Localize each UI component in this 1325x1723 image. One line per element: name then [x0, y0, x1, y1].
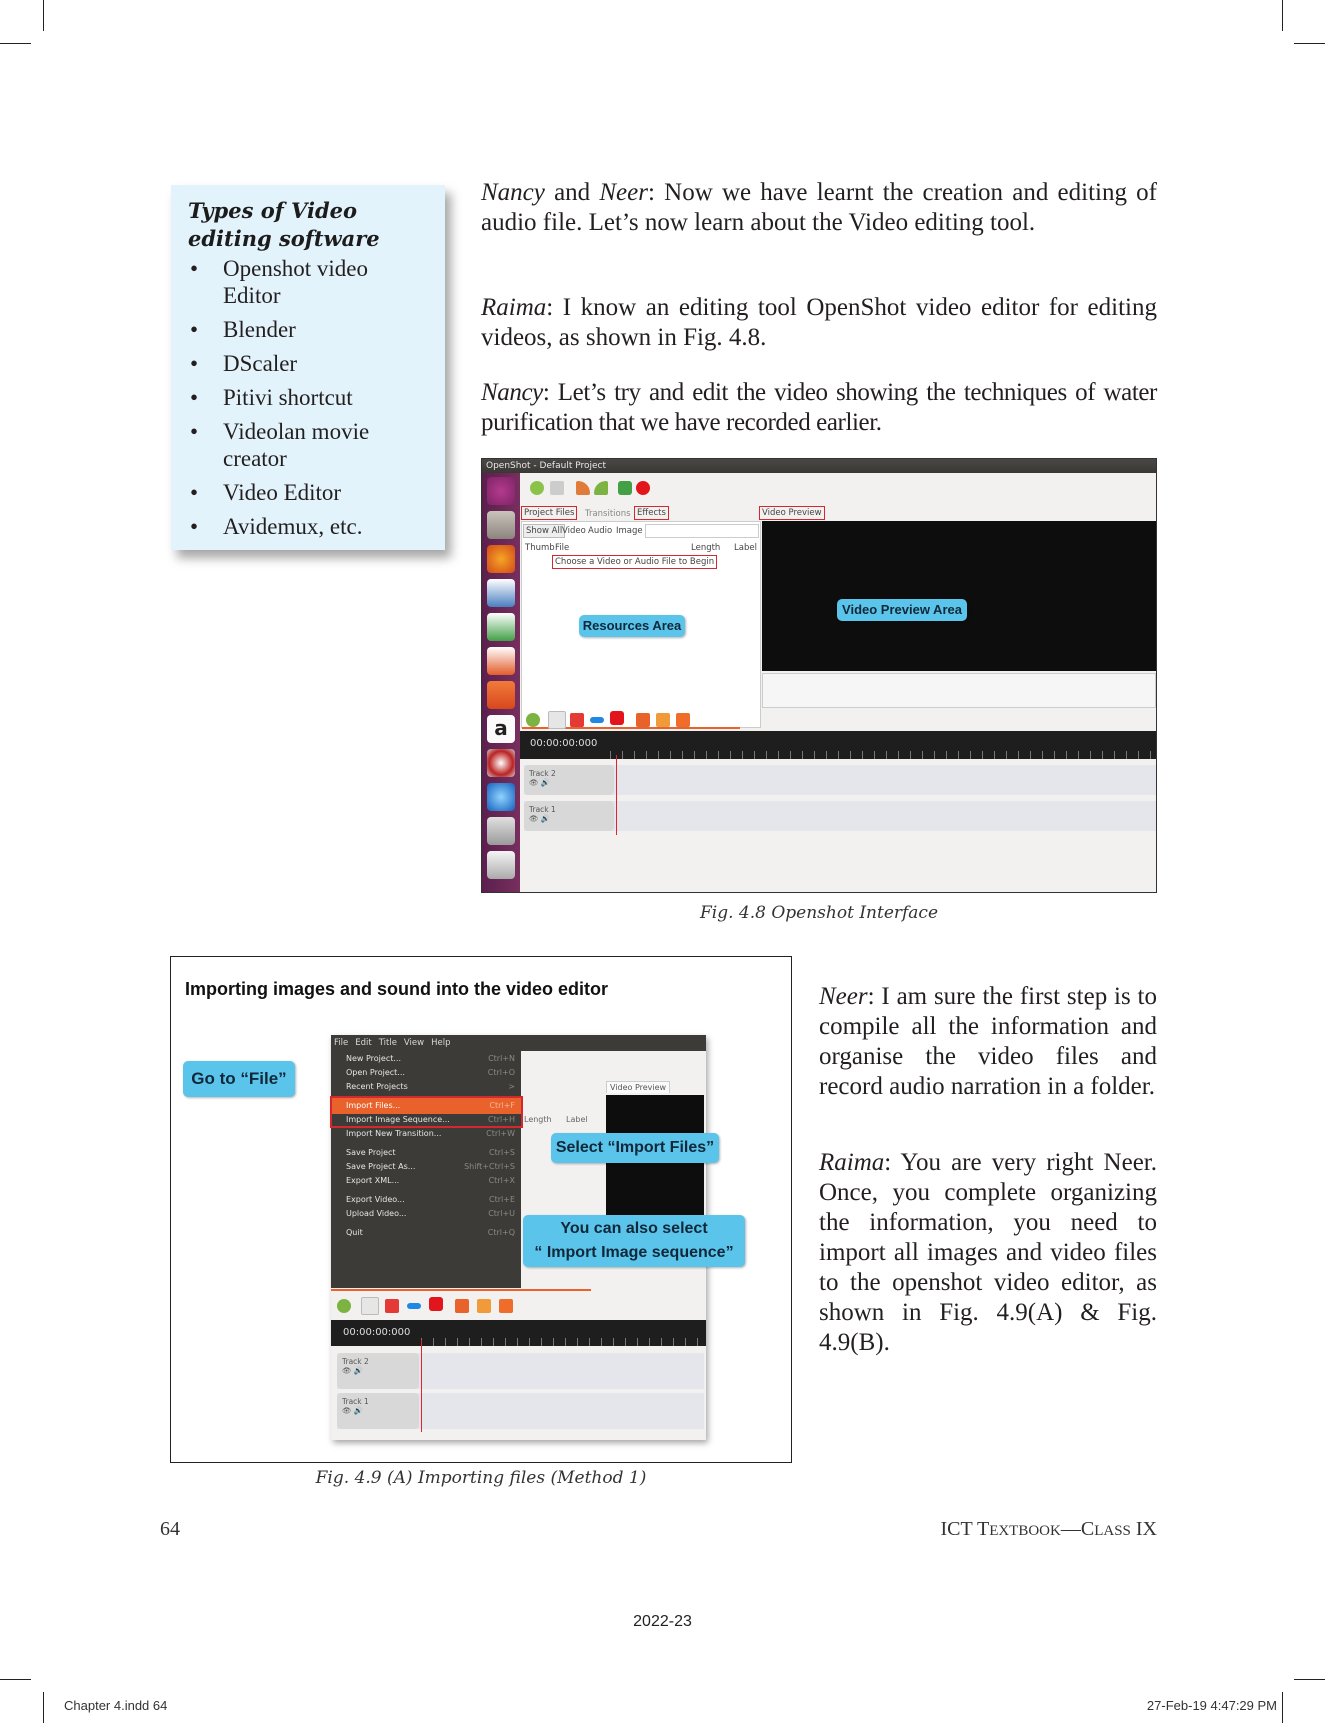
file-cabinet-icon[interactable]	[487, 511, 515, 539]
previous-marker-icon[interactable]	[656, 713, 670, 727]
column-length: Length	[524, 1115, 552, 1124]
menu-item-label: Quit	[346, 1228, 363, 1237]
menu-item-label: Import New Transition...	[346, 1129, 442, 1138]
menu-bar	[331, 1035, 706, 1051]
track-visibility-audio-icons[interactable]: 👁 🔊	[342, 1406, 364, 1415]
add-track-icon[interactable]	[526, 713, 540, 727]
submenu-chevron-icon: >	[508, 1082, 515, 1091]
menu-item-label: Export Video...	[346, 1195, 405, 1204]
list-item-label: DScaler	[223, 351, 298, 376]
settings-icon[interactable]	[487, 749, 515, 777]
shortcut: Ctrl+O	[487, 1068, 515, 1077]
menu-view[interactable]: View	[403, 1038, 425, 1048]
text-span: EXTBOOK	[989, 1523, 1061, 1539]
redo-icon[interactable]	[594, 481, 608, 495]
timecode-display: 00:00:00:000	[530, 738, 598, 749]
paragraph-neer	[819, 982, 1157, 1102]
playhead[interactable]	[616, 755, 617, 835]
tab-effects[interactable]: Effects	[634, 506, 669, 520]
timecode-display: 00:00:00:000	[343, 1327, 411, 1338]
resize-tool-icon[interactable]	[407, 1303, 421, 1309]
callout-line: “ Import Image sequence”	[534, 1244, 734, 1261]
menu-item-label: Save Project As...	[346, 1162, 416, 1171]
track-visibility-audio-icons[interactable]: 👁 🔊	[529, 814, 551, 823]
shortcut: Ctrl+X	[488, 1176, 515, 1185]
openshot-icon[interactable]	[487, 783, 515, 811]
list-item	[188, 350, 431, 377]
paragraph-raima	[481, 293, 1157, 353]
track-row[interactable]	[524, 765, 1156, 795]
menu-item-quit[interactable]	[331, 1225, 521, 1241]
track-visibility-audio-icons[interactable]: 👁 🔊	[342, 1366, 364, 1375]
column-thumb: Thumb	[525, 543, 555, 553]
next-marker-icon[interactable]	[499, 1299, 513, 1313]
camera-icon[interactable]	[487, 817, 515, 845]
marker-icon[interactable]	[636, 713, 650, 727]
speaker-name: Neer	[599, 179, 648, 206]
ubuntu-launcher	[482, 473, 520, 892]
menu-item-upload-video[interactable]	[331, 1206, 521, 1222]
filter-row	[521, 1093, 601, 1105]
text-span: :	[647, 179, 665, 206]
paragraph-raima-2	[819, 1148, 1157, 1358]
track-name: Track 1	[529, 805, 556, 814]
calc-icon[interactable]	[487, 613, 515, 641]
menu-help[interactable]: Help	[431, 1038, 451, 1048]
filter-show-all[interactable]: Show All	[523, 524, 565, 538]
column-file: File	[555, 543, 570, 553]
track-row[interactable]	[337, 1353, 704, 1389]
drive-icon[interactable]	[487, 851, 515, 879]
figure-caption: Fig. 4.9 (A) Importing files (Method 1)	[315, 1468, 647, 1488]
figure-heading: Importing images and sound into the video editor	[185, 979, 609, 999]
list-item-label: Videolan movie creator	[223, 419, 370, 471]
firefox-icon[interactable]	[487, 545, 515, 573]
column-length: Length	[691, 543, 721, 553]
crop-mark	[1282, 1692, 1283, 1723]
crop-mark	[43, 0, 44, 31]
callout-import-image-sequence	[523, 1215, 745, 1267]
menu-item-label: Import Files...	[346, 1101, 401, 1110]
resources-area	[521, 521, 761, 728]
text-span: C	[1080, 1518, 1095, 1540]
tab-transitions[interactable]: Transitions	[585, 509, 631, 519]
list-item-label: Blender	[223, 317, 296, 342]
timeline-ruler[interactable]	[331, 1320, 706, 1346]
book-title	[940, 1518, 1157, 1541]
list-item	[188, 384, 431, 411]
list-item	[188, 316, 431, 343]
crop-mark	[43, 1692, 44, 1723]
callout-select-import-files: Select “Import Files”	[551, 1133, 719, 1163]
speaker-name: Raima	[481, 294, 547, 321]
crop-mark	[0, 1679, 31, 1680]
menu-title[interactable]: Title	[378, 1038, 397, 1048]
edition-year: 2022-23	[633, 1613, 692, 1630]
speaker-name: Raima	[819, 1149, 885, 1176]
shortcut: Ctrl+N	[488, 1054, 515, 1063]
menu-item-label: Export XML...	[346, 1176, 400, 1185]
menu-item-label: Recent Projects	[346, 1082, 408, 1091]
menu-edit[interactable]: Edit	[355, 1038, 372, 1048]
select-tool-icon[interactable]	[548, 711, 566, 729]
paragraph-text: You are very right Neer. Once, you complete organizing the information, you need to import all images and video files to the openshot video editor, as shown in Fig. 4.9(A) & Fig. 4.9(B).	[819, 1149, 1157, 1356]
playhead[interactable]	[421, 1340, 422, 1432]
callout-video-preview-area: Video Preview Area	[837, 599, 967, 621]
amazon-icon[interactable]: a	[487, 715, 515, 743]
razor-tool-icon[interactable]	[570, 713, 584, 727]
menu-item-label: New Project...	[346, 1054, 401, 1063]
select-tool-icon[interactable]	[361, 1297, 379, 1315]
openshot-main	[520, 473, 1156, 892]
page-number: 64	[160, 1518, 180, 1540]
callout-line: You can also select	[560, 1220, 708, 1237]
next-marker-icon[interactable]	[676, 713, 690, 727]
bullet-icon: •	[190, 419, 199, 444]
callout-resources-area: Resources Area	[579, 615, 685, 637]
list-item	[188, 479, 431, 506]
window-title-bar: OpenShot - Default Project	[482, 459, 1156, 473]
shortcut: Ctrl+S	[488, 1148, 515, 1157]
slug-filename: Chapter 4.indd 64	[64, 1698, 168, 1713]
slug-timestamp: 27-Feb-19 4:47:29 PM	[1146, 1698, 1277, 1713]
paragraph-nancy	[481, 378, 1157, 438]
writer-icon[interactable]	[487, 579, 515, 607]
list-item	[188, 255, 431, 309]
crop-mark	[1294, 43, 1325, 44]
list-item-label: Avidemux, etc.	[223, 514, 363, 539]
shortcut: Ctrl+F	[489, 1101, 515, 1110]
shortcut: Ctrl+H	[488, 1115, 515, 1124]
crop-mark	[1282, 0, 1283, 31]
track-name: Track 2	[342, 1357, 369, 1366]
callout-go-to-file: Go to “File”	[183, 1061, 295, 1097]
ubuntu-logo-icon[interactable]	[487, 477, 515, 505]
tab-project-files[interactable]: Project Files	[521, 506, 577, 520]
list-item-label: Video Editor	[223, 480, 342, 505]
impress-icon[interactable]	[487, 647, 515, 675]
previous-marker-icon[interactable]	[477, 1299, 491, 1313]
list-item-label: Openshot video Editor	[223, 256, 369, 308]
software-list	[188, 255, 431, 540]
track-name: Track 1	[342, 1397, 369, 1406]
column-label: Label	[566, 1115, 588, 1124]
figure-importing-files	[170, 956, 792, 1463]
shortcut: Ctrl+E	[489, 1195, 515, 1204]
menu-item-export-xml[interactable]	[331, 1173, 521, 1189]
track-row[interactable]	[337, 1393, 704, 1429]
list-item-label: Pitivi shortcut	[223, 385, 353, 410]
tab-video-preview[interactable]: Video Preview	[606, 1081, 670, 1093]
track-row[interactable]	[524, 801, 1156, 831]
info-box-video-software	[171, 185, 445, 550]
text-span: :	[546, 294, 563, 321]
menu-item-label: Open Project...	[346, 1068, 405, 1077]
paragraph-text: I am sure the first step is to compile all the information and organise the video files and record audio narration in a folder.	[819, 983, 1157, 1100]
new-project-icon[interactable]	[530, 481, 544, 495]
ruler-ticks	[421, 1338, 706, 1346]
list-item	[188, 513, 431, 540]
text-span: :	[867, 983, 882, 1010]
bullet-icon: •	[190, 514, 199, 539]
menu-file[interactable]: File	[334, 1038, 349, 1048]
marker-icon[interactable]	[455, 1299, 469, 1313]
paragraph-text: Now we have learnt the creation and editing of audio file. Let’s now learn about the Video editing tool.	[481, 179, 1157, 236]
text-span: LASS	[1094, 1523, 1131, 1539]
text-span: :	[884, 1149, 901, 1176]
splitter[interactable]	[331, 1289, 591, 1291]
filter-image[interactable]: Image	[616, 526, 643, 536]
save-icon[interactable]	[550, 481, 564, 495]
filter-audio[interactable]: Audio	[588, 526, 613, 536]
record-icon[interactable]	[636, 481, 650, 495]
text-span: IX	[1130, 1518, 1157, 1540]
razor-tool-icon[interactable]	[385, 1299, 399, 1313]
text-span: and	[544, 179, 600, 206]
highlight-import-items	[330, 1096, 523, 1128]
info-box-title: Types of Video editing software	[188, 198, 380, 251]
speaker-name: Nancy	[481, 179, 545, 206]
crop-mark	[1294, 1679, 1325, 1680]
empty-resources-message: Choose a Video or Audio File to Begin	[552, 555, 717, 569]
paragraph-nancy-neer	[481, 178, 1157, 238]
speaker-name: Neer	[819, 983, 868, 1010]
menu-item-label: Upload Video...	[346, 1209, 407, 1218]
shortcut: Ctrl+W	[486, 1129, 515, 1138]
filter-search-input[interactable]	[645, 524, 759, 538]
crop-mark	[0, 43, 31, 44]
preview-seek-slider[interactable]	[762, 673, 1156, 708]
bullet-icon: •	[190, 385, 199, 410]
resize-tool-icon[interactable]	[590, 717, 604, 723]
text-span: :	[542, 379, 558, 406]
paragraph-text: I know an editing tool OpenShot video editor for editing videos, as shown in Fig. 4.8.	[481, 294, 1157, 351]
menu-item-import-new-transition[interactable]	[331, 1126, 521, 1142]
paragraph-text: Let’s try and edit the video showing the techniques of water purification that we have recorded earlier.	[481, 379, 1157, 436]
file-menu-dropdown	[331, 1051, 521, 1288]
bullet-icon: •	[190, 256, 199, 281]
software-center-icon[interactable]	[487, 681, 515, 709]
shortcut: Shift+Ctrl+S	[464, 1162, 515, 1171]
track-header	[337, 1393, 419, 1429]
speaker-name: Nancy	[481, 379, 543, 406]
track-name: Track 2	[529, 769, 556, 778]
menu-item-recent-projects[interactable]	[331, 1079, 521, 1095]
add-track-icon[interactable]	[337, 1299, 351, 1313]
bullet-icon: •	[190, 480, 199, 505]
tab-video-preview[interactable]: Video Preview	[759, 506, 825, 520]
list-item	[188, 418, 431, 472]
track-header	[337, 1353, 419, 1389]
snapping-icon[interactable]	[610, 711, 624, 725]
figure-openshot-interface	[481, 458, 1157, 893]
track-visibility-audio-icons[interactable]: 👁 🔊	[529, 778, 551, 787]
video-preview-area	[762, 521, 1156, 671]
bullet-icon: •	[190, 351, 199, 376]
bullet-icon: •	[190, 317, 199, 342]
menu-item-label: Save Project	[346, 1148, 396, 1157]
shortcut: Ctrl+U	[488, 1209, 515, 1218]
ruler-ticks	[610, 751, 1156, 759]
track-header	[524, 765, 614, 795]
text-span: —	[1060, 1518, 1081, 1540]
add-files-icon[interactable]	[618, 481, 632, 495]
snapping-icon[interactable]	[429, 1297, 443, 1311]
column-label: Label	[734, 543, 757, 553]
figure-caption: Fig. 4.8 Openshot Interface	[699, 903, 939, 923]
menu-item-label: Import Image Sequence...	[346, 1115, 450, 1124]
track-header	[524, 801, 614, 831]
text-span: ICT T	[940, 1518, 990, 1540]
shortcut: Ctrl+Q	[487, 1228, 515, 1237]
undo-icon[interactable]	[576, 481, 590, 495]
filter-video[interactable]: Video	[562, 526, 586, 536]
